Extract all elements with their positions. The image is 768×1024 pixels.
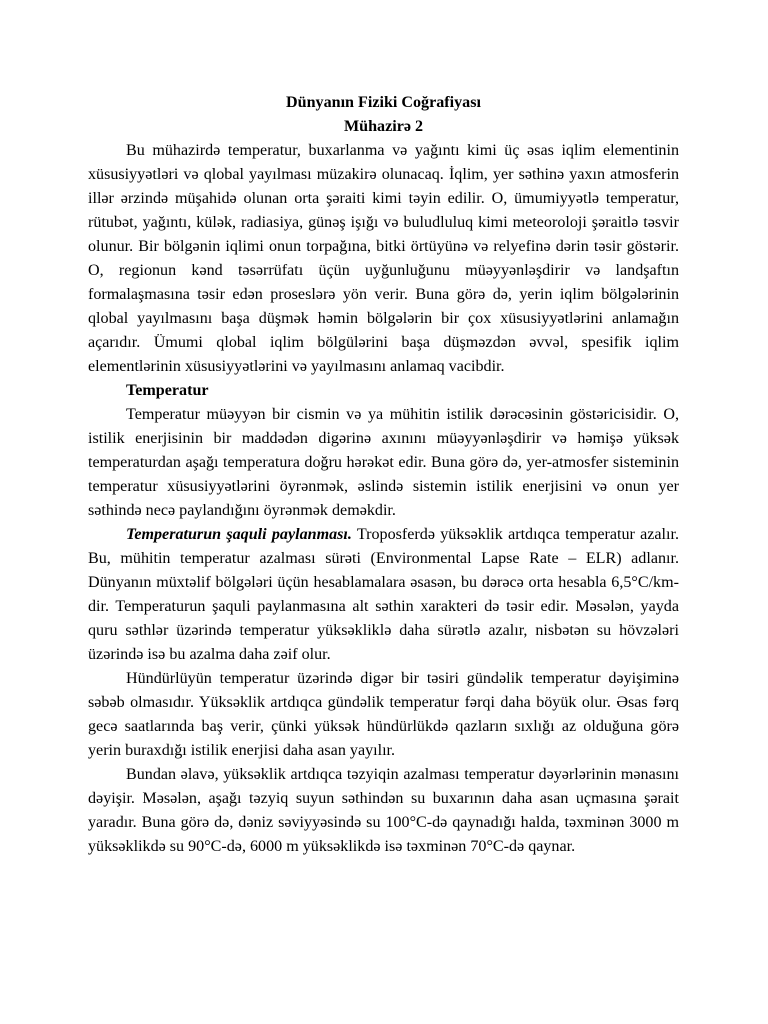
vertical-distribution-text: Troposferdə yüksəklik artdıqca temperatur azalır. Bu, mühitin temperatur azalması sürəti (Environmental Lapse Rate – ELR) adlanır. Dünyanın müxtəlif bölgələri üçün hesablamalara əsasən, bu dərəcə orta hesabla 6,5°C/km-dir. Temperaturun şaquli paylanmasına alt səthin xarakteri də təsir edir. Məsələn, yayda quru səthlər üzərində temperatur yüksəkliklə daha sürətlə azalır, nisbətən su hövzələri üzərində isə bu azalma daha zəif olur.: [88, 526, 679, 663]
section-heading-temperature: Temperatur: [126, 382, 209, 399]
pressure-effect-paragraph: Bundan əlavə, yüksəklik artdıqca təzyiqin azalması temperatur dəyərlərinin mənasını dəyişir. Məsələn, aşağı təzyiq suyun səthindən su buxarının daha asan uçmasına şərait yaradır. Buna görə də, dəniz səviyyəsində su 100°C-də qaynadığı halda, təxminən 3000 m yüksəklikdə su 90°C-də, 6000 m yüksəklikdə isə təxminən 70°C-də qaynar.: [88, 766, 679, 855]
lecture-number: Mühazirə 2: [343, 118, 424, 135]
document-title: Dünyanın Fiziki Coğrafiyası: [286, 94, 481, 111]
document-body: [88, 91, 679, 859]
vertical-distribution-paragraph: [88, 523, 679, 667]
intro-paragraph: Bu mühazirdə temperatur, buxarlanma və yağıntı kimi üç əsas iqlim elementinin xüsusiyyətləri və qlobal yayılması müzakirə olunacaq. İqlim, yer səthinə yaxın atmosferin illər ərzində müşahidə olunan orta şəraiti kimi təyin edilir. O, ümumiyyətlə temperatur, rütubət, yağıntı, külək, radiasiya, günəş işığı və buludluluq kimi meteoroloji şəraitlə təsvir olunur. Bir bölgənin iqlimi onun torpağına, bitki örtüyünə və relyefinə dərin təsir göstərir. O, regionun kənd təsərrüfatı üçün uyğunluğunu müəyyənləşdirir və landşaftın formalaşmasına təsir edən proseslərə yön verir. Buna görə də, yerin iqlim bölgələrinin qlobal yayılmasını başa düşmək həmin bölgələrin bir çox xüsusiyyətlərini anlamağın açarıdır. Ümumi qlobal iqlim bölgülərini başa düşməzdən əvvəl, spesifik iqlim elementlərinin xüsusiyyətlərini və yayılmasını anlamaq vacibdir.: [88, 142, 679, 375]
vertical-distribution-heading: Temperaturun şaquli paylanması.: [126, 526, 352, 543]
altitude-effect-paragraph: Hündürlüyün temperatur üzərində digər bir təsiri gündəlik temperatur dəyişiminə səbəb olmasıdır. Yüksəklik artdıqca gündəlik temperatur fərqi daha böyük olur. Əsas fərq gecə saatlarında baş verir, çünki yüksək hündürlükdə qazların sıxlığı az olduğuna görə yerin buraxdığı istilik enerjisi daha asan yayılır.: [88, 670, 679, 759]
temperature-definition-paragraph: Temperatur müəyyən bir cismin və ya mühitin istilik dərəcəsinin göstəricisidir. O, istilik enerjisinin bir maddədən digərinə axınını müəyyənləşdirir və həmişə yüksək temperaturdan aşağı temperatura doğru hərəkət edir. Buna görə də, yer-atmosfer sisteminin temperatur xüsusiyyətlərini öyrənmək, əslində sistemin istilik enerjisini və onun yer səthində necə paylandığını öyrənmək deməkdir.: [88, 406, 679, 519]
